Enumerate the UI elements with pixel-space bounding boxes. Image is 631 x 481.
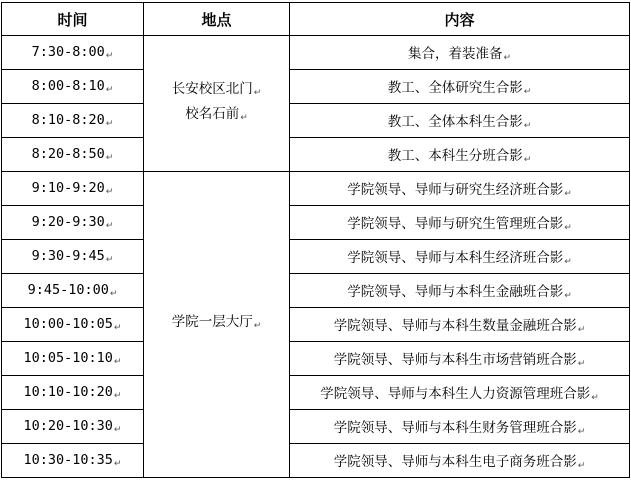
paragraph-mark: ↵ <box>577 359 586 369</box>
paragraph-mark: ↵ <box>523 155 532 165</box>
table-row <box>2 36 630 70</box>
time-cell: 10:05-10:10↵ <box>2 342 144 376</box>
content-cell: 学院领导、导师与本科生金融班合影↵ <box>290 274 630 308</box>
paragraph-mark: ↵ <box>564 257 572 267</box>
paragraph-mark: ↵ <box>240 112 248 123</box>
paragraph-mark: ↵ <box>577 427 586 437</box>
paragraph-mark: ↵ <box>253 321 262 331</box>
paragraph-mark: ↵ <box>113 425 122 435</box>
table-row <box>2 308 630 342</box>
time-cell: 8:20-8:50↵ <box>2 138 144 172</box>
time-cell: 9:30-9:45↵ <box>2 240 144 274</box>
time-cell: 9:10-9:20↵ <box>2 172 144 206</box>
time-cell: 10:00-10:05↵ <box>2 308 144 342</box>
content-cell: 学院领导、导师与本科生人力资源管理班合影↵ <box>290 376 630 410</box>
content-cell: 学院领导、导师与本科生财务管理班合影↵ <box>290 410 630 444</box>
table-row <box>2 444 630 478</box>
paragraph-mark: ↵ <box>503 53 512 63</box>
paragraph-mark: ↵ <box>105 153 114 163</box>
paragraph-mark: ↵ <box>577 325 586 335</box>
time-cell: 10:30-10:35↵ <box>2 444 144 478</box>
content-cell: 学院领导、导师与本科生电子商务班合影↵ <box>290 444 630 478</box>
paragraph-mark: ↵ <box>105 85 114 95</box>
paragraph-mark: ↵ <box>105 221 114 231</box>
content-cell: 教工、本科生分班合影↵ <box>290 138 630 172</box>
place-cell-north-gate: 长安校区北门↵ 校名石前↵ <box>144 36 290 172</box>
paragraph-mark: ↵ <box>109 289 118 299</box>
paragraph-mark: ↵ <box>591 393 599 403</box>
paragraph-mark: ↵ <box>523 121 532 131</box>
content-cell: 学院领导、导师与本科生市场营销班合影↵ <box>290 342 630 376</box>
paragraph-mark: ↵ <box>253 87 262 98</box>
paragraph-mark: ↵ <box>113 357 122 367</box>
time-cell: 10:20-10:30↵ <box>2 410 144 444</box>
paragraph-mark: ↵ <box>105 119 114 129</box>
paragraph-mark: ↵ <box>113 323 122 333</box>
header-row <box>2 3 630 36</box>
time-cell: 8:00-8:10↵ <box>2 70 144 104</box>
table-row <box>2 410 630 444</box>
paragraph-mark: ↵ <box>105 51 114 61</box>
table-row <box>2 342 630 376</box>
paragraph-mark: ↵ <box>564 189 572 199</box>
paragraph-mark: ↵ <box>105 187 114 197</box>
place-cell-lobby: 学院一层大厅↵ <box>144 172 290 478</box>
time-cell: 9:20-9:30↵ <box>2 206 144 240</box>
header-place: 地点 <box>144 3 290 36</box>
time-cell: 8:10-8:20↵ <box>2 104 144 138</box>
paragraph-mark: ↵ <box>564 291 572 301</box>
table-row <box>2 104 630 138</box>
table-row <box>2 274 630 308</box>
table-row <box>2 70 630 104</box>
paragraph-mark: ↵ <box>564 223 572 233</box>
content-cell: 学院领导、导师与研究生管理班合影↵ <box>290 206 630 240</box>
time-cell: 9:45-10:00↵ <box>2 274 144 308</box>
paragraph-mark: ↵ <box>105 255 114 265</box>
schedule-table <box>1 2 630 478</box>
content-cell: 学院领导、导师与研究生经济班合影↵ <box>290 172 630 206</box>
paragraph-mark: ↵ <box>577 461 586 471</box>
paragraph-mark: ↵ <box>523 87 532 97</box>
content-cell: 教工、全体研究生合影↵ <box>290 70 630 104</box>
paragraph-mark: ↵ <box>113 459 122 469</box>
table-row <box>2 240 630 274</box>
paragraph-mark: ↵ <box>113 391 122 401</box>
header-content: 内容 <box>290 3 630 36</box>
time-cell: 7:30-8:00↵ <box>2 36 144 70</box>
content-cell: 学院领导、导师与本科生经济班合影↵ <box>290 240 630 274</box>
content-cell: 学院领导、导师与本科生数量金融班合影↵ <box>290 308 630 342</box>
table-row <box>2 206 630 240</box>
time-cell: 10:10-10:20↵ <box>2 376 144 410</box>
content-cell: 集合，着装准备↵ <box>290 36 630 70</box>
table-row <box>2 376 630 410</box>
content-cell: 教工、全体本科生合影↵ <box>290 104 630 138</box>
table-row <box>2 172 630 206</box>
table-row <box>2 138 630 172</box>
header-time: 时间 <box>2 3 144 36</box>
